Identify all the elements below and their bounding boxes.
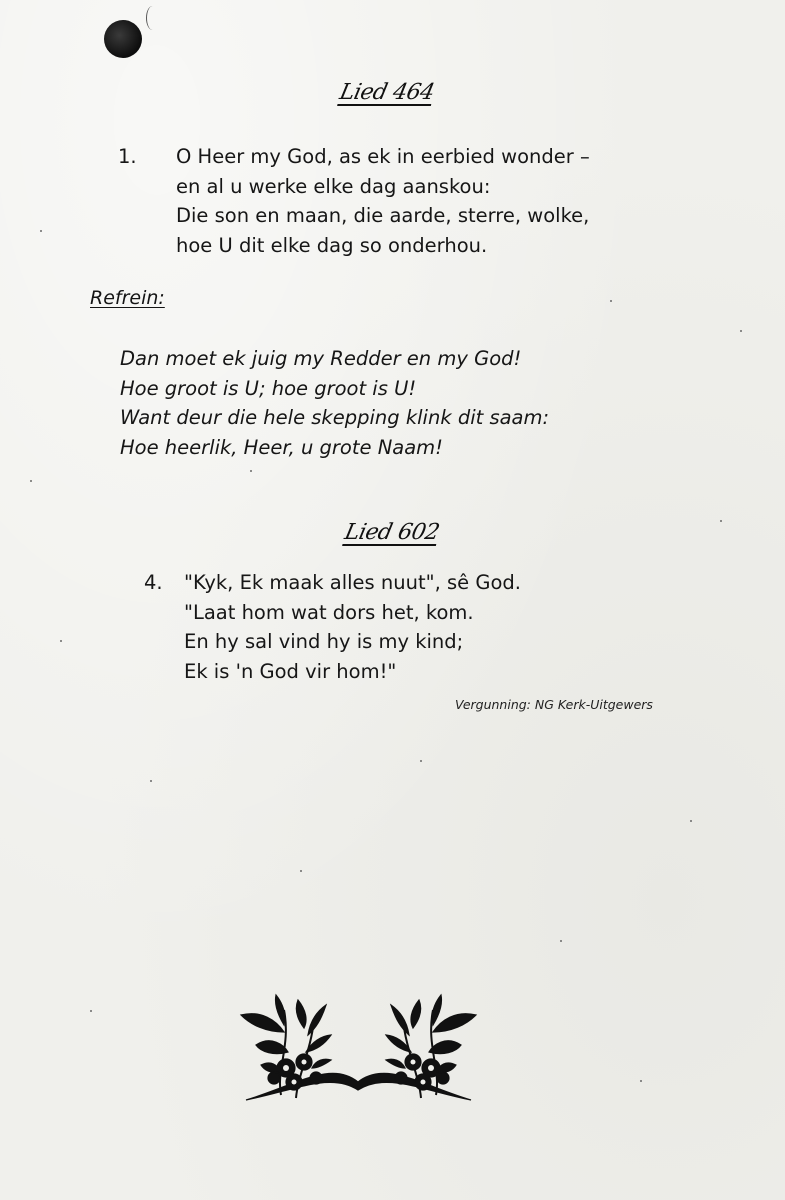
- verse-line: "Kyk, Ek maak alles nuut", sê God.: [184, 571, 521, 594]
- speck: [250, 470, 252, 472]
- refrain-lines: [120, 344, 549, 462]
- speck: [40, 230, 42, 232]
- floral-ornament-icon: [236, 990, 481, 1115]
- speck: [640, 1080, 642, 1082]
- verse-line: hoe U dit elke dag so onderhou.: [176, 233, 488, 257]
- speck: [690, 820, 692, 822]
- pencil-mark: [146, 6, 159, 30]
- license-note: Vergunning: NG Kerk-Uitgewers: [455, 697, 653, 712]
- refrain-line: Hoe groot is U; hoe groot is U!: [120, 376, 417, 400]
- verse-line: Ek is 'n God vir hom!": [184, 659, 397, 683]
- song-2-title: Lied 602: [342, 520, 442, 545]
- punch-hole: [104, 20, 142, 58]
- speck: [90, 1010, 92, 1012]
- verse-line: en al u werke elke dag aanskou:: [176, 174, 491, 198]
- speck: [30, 480, 32, 482]
- speck: [300, 870, 302, 872]
- song-2-verse: [144, 568, 584, 688]
- verse-line: Die son en maan, die aarde, sterre, wolke,: [176, 204, 590, 227]
- verse-line: En hy sal vind hy is my kind;: [184, 630, 464, 653]
- speck: [740, 330, 742, 332]
- speck: [420, 760, 422, 762]
- speck: [60, 640, 62, 642]
- refrain-line: Want deur die hele skepping klink dit saam:: [120, 406, 550, 429]
- refrain-line: Hoe heerlik, Heer, u grote Naam!: [120, 435, 443, 459]
- verse-line: "Laat hom wat dors het, kom.: [184, 600, 474, 624]
- speck: [610, 300, 612, 302]
- song-1-verse-lines: [176, 142, 590, 260]
- song-1-title: Lied 464: [337, 80, 437, 105]
- refrain-label: Refrein:: [90, 287, 165, 309]
- song-2-verse-lines: [184, 568, 521, 686]
- speck: [560, 940, 562, 942]
- speck: [720, 520, 722, 522]
- verse-line: O Heer my God, as ek in eerbied wonder –: [176, 145, 590, 168]
- refrain-line: Dan moet ek juig my Redder en my God!: [120, 347, 522, 370]
- song-2-verse-number: 4.: [144, 571, 163, 594]
- song-1-verse: [118, 142, 678, 267]
- speck: [150, 780, 152, 782]
- song-1-verse-number: 1.: [118, 145, 137, 168]
